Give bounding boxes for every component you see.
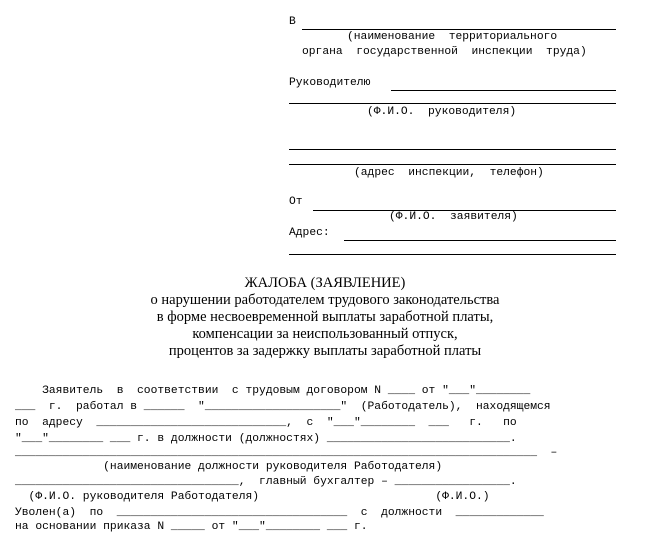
head-name-line-1[interactable] <box>391 90 616 91</box>
body-line-2: ___ г. работал в ______ "____________________" (Работодатель), находящемся <box>15 401 551 413</box>
body-line-8: (Ф.И.О. руководителя Работодателя) (Ф.И.О.) <box>15 491 490 503</box>
title-line-5: процентов за задержку выплаты заработной платы <box>168 343 482 359</box>
head-name-line-2[interactable] <box>289 103 616 104</box>
inspection-caption-2: органа государственной инспекции труда) <box>302 46 587 58</box>
title-line-1: ЖАЛОБА (ЗАЯВЛЕНИЕ) <box>244 275 406 291</box>
head-label: Руководителю <box>289 77 371 89</box>
applicant-caption: (Ф.И.О. заявителя) <box>389 211 518 223</box>
address-line-2[interactable] <box>289 164 616 165</box>
document-title <box>60 275 590 360</box>
to-prefix: В <box>289 16 296 28</box>
body-line-1: Заявитель в соответствии с трудовым договором N ____ от "___"________ <box>15 385 531 397</box>
address-line-1[interactable] <box>289 149 616 150</box>
address-caption: (адрес инспекции, телефон) <box>354 167 544 179</box>
head-caption: (Ф.И.О. руководителя) <box>367 106 517 118</box>
body-line-6: (наименование должности руководителя Работодателя) <box>15 461 443 473</box>
body-line-9: Уволен(а) по __________________________________ с должности _____________ <box>15 507 544 519</box>
title-line-4: компенсации за неиспользованный отпуск, <box>192 326 458 342</box>
body-line-10: на основании приказа N _____ от "___"________ ___ г. <box>15 521 368 533</box>
body-line-7: _________________________________, главный бухгалтер – _________________. <box>15 476 517 488</box>
body-line-3: по адресу ____________________________, с "___"________ ___ г. по <box>15 417 517 429</box>
title-line-3: в форме несвоевременной выплаты заработной платы, <box>156 309 494 325</box>
applicant-address-label: Адрес: <box>289 227 330 239</box>
body-line-4: "___"________ ___ г. в должности (должностях) ___________________________. <box>15 433 517 445</box>
applicant-address-line-1[interactable] <box>344 240 616 241</box>
inspection-name-line[interactable] <box>302 29 616 30</box>
applicant-address-line-2[interactable] <box>289 254 616 255</box>
body-line-5: _____________________________________________________________________________ – <box>15 447 558 459</box>
from-label: От <box>289 196 303 208</box>
inspection-caption-1: (наименование территориального <box>347 31 558 43</box>
title-line-2: о нарушении работодателем трудового законодательства <box>150 292 500 308</box>
